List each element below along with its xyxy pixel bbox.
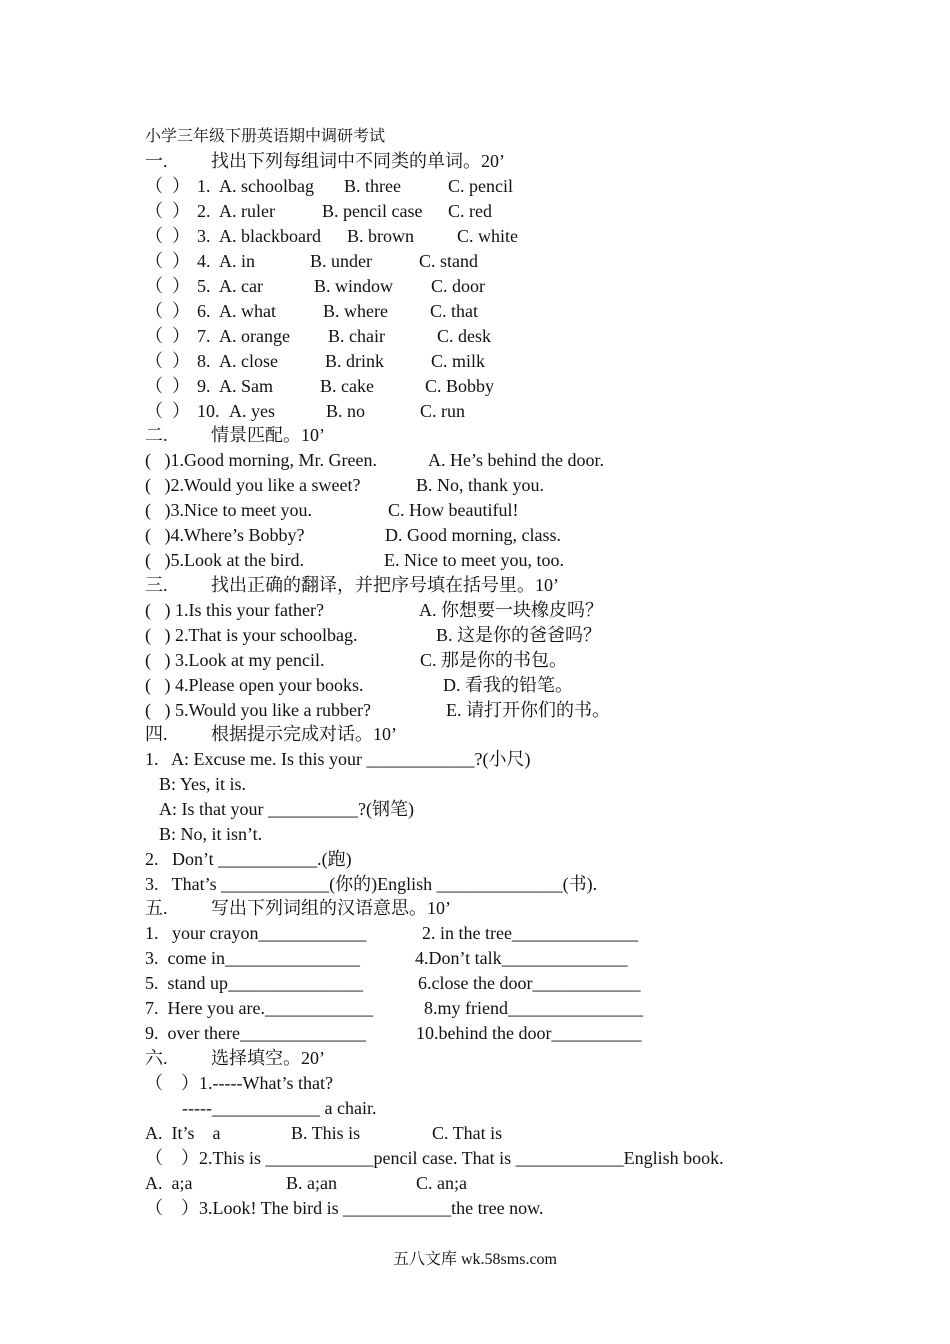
section-5-heading: 五. 写出下列词组的汉语意思。10’ [145, 898, 451, 918]
question-1-options: A. It’s a B. This is C. That is [145, 1123, 503, 1143]
exam-page: 小学三年级下册英语期中调研考试 一. 找出下列每组词中不同类的单词。20’ （ ） 1. A. schoolbag B. three C. pencil （ ） 2. A. ruler B. pencil case C. red （ ） 3. A. blackboard B. brown C. white （ ） 4. A. in B. under C. stand （ ） 5. A. car B. window C. door （ ） 6. A. what B. where C. that （ ） 7. A. orange B. chair C. desk （ ） 8. A. close B. drink C. milk （ ） 9. A. Sam B. cake C. Bobby （ ） 10. A. yes B. no C. run 二. 情景匹配。10’ ( )1.Good morning, Mr. Green. A. He’s behind the door. ( )2.Would you like a sweet? B. No, thank you. ( )3.Nice to meet you. C. How beautiful! ( )4.Where’s Bobby? D. Good morning, class. ( )5.Look at the bird. E. Nice to meet you, too. 三. 找出正确的翻译，并把序号填在括号里。10’ ( ) 1.Is this your father? A. 你想要一块橡皮吗？ ( ) 2.That is your schoolbag. B. 这是你的爸爸吗？ ( ) 3.Look at my pencil. C. 那是你的书包。 ( ) 4.Please open your books. D. 看我的铅笔。 ( ) 5.Would you like a rubber? E. 请打开你们的书。 四. 根据提示完成对话。10’ 1. A: Excuse me. Is this your ____________?(小尺) B: Yes, it is. A: Is that your __________?(钢笔) B: No, it isn’t. 2. Don’t ___________.(跑) 3. That’s ____________(你的)English ______________(书). 五. 写出下列词组的汉语意思。10’ 1. your crayon____________ 2. in the tree______________ 3. come in_______________ 4.Don’t talk______________ 5. stand up_______________ 6.close the door____________ 7. Here you are.____________ 8.my friend_______________ 9. over there______________ 10.behind the door__________ 六. 选择填空。20’ （ ）1.-----What’s that? -----____________ a chair. A. It’s a B. This is C. That is （ ）2.This is ____________pencil case. That is ____________English book. A. a;a B. a;an C. an;a （ ）3.Look! The bird is ____________the tree now. 五八文库 wk.58sms.com [0, 0, 950, 1344]
section-1-heading: 一. 找出下列每组词中不同类的单词。20’ [145, 151, 505, 171]
section-4-heading: 四. 根据提示完成对话。10’ [145, 724, 397, 744]
question-2-options: A. a;a B. a;an C. an;a [145, 1173, 467, 1193]
page-title: 小学三年级下册英语期中调研考试 [145, 128, 386, 145]
footer-watermark: 五八文库 wk.58sms.com [392, 1251, 557, 1268]
section-2-heading: 二. 情景匹配。10’ [145, 425, 325, 445]
section-6-heading: 六. 选择填空。20’ [145, 1048, 325, 1068]
section-3-heading: 三. 找出正确的翻译，并把序号填在括号里。10’ [145, 575, 559, 595]
